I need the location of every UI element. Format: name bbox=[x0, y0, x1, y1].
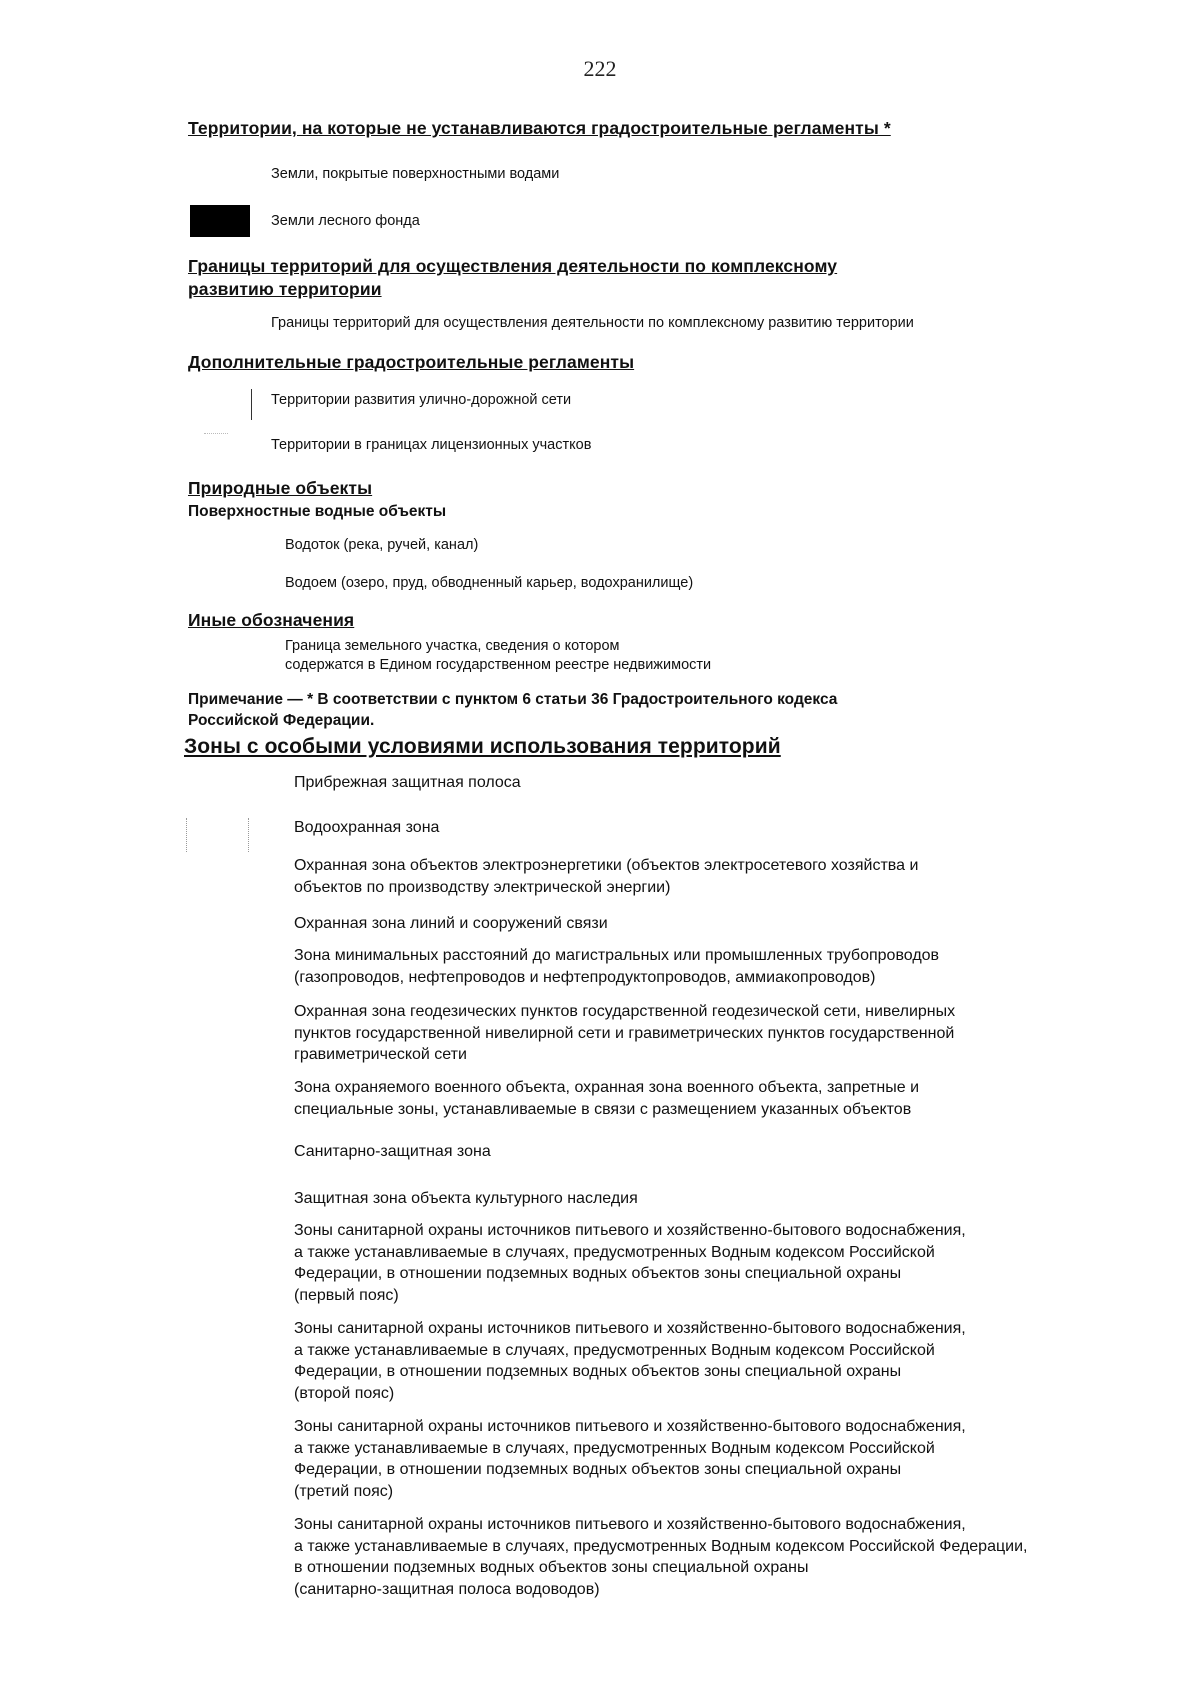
zone-item-11-line-2: а также устанавливаемые в случаях, предусмотренных Водным кодексом Российской bbox=[294, 1341, 935, 1359]
zone-item-10-line-3: Федерации, в отношении подземных водных объектов зоны специальной охраны bbox=[294, 1265, 902, 1282]
zone-item-12-line-4: (третий пояс) bbox=[294, 1482, 394, 1500]
heading-complex-development-2: развитию территории bbox=[188, 279, 382, 299]
zone-item-3-line-2: объектов по производству электрической энергии) bbox=[294, 878, 671, 896]
zone-item-7-line-1: Зона охраняемого военного объекта, охранная зона военного объекта, запретные и bbox=[294, 1079, 920, 1096]
zone-item-13-line-2: а также устанавливаемые в случаях, предусмотренных Водным кодексом Российской Федерации, bbox=[294, 1537, 1028, 1555]
note-line-2: Российской Федерации. bbox=[188, 712, 375, 729]
zone-item-12-line-3: Федерации, в отношении подземных водных объектов зоны специальной охраны bbox=[294, 1461, 902, 1478]
zone-item-10-line-2: а также устанавливаемые в случаях, предусмотренных Водным кодексом Российской bbox=[294, 1243, 935, 1261]
zone-item-11-line-3: Федерации, в отношении подземных водных объектов зоны специальной охраны bbox=[294, 1363, 902, 1380]
forest-fund-symbol bbox=[190, 205, 250, 237]
legend-item-watercourse: Водоток (река, ручей, канал) bbox=[285, 537, 479, 553]
zone-item-6-line-2: пунктов государственной нивелирной сети и гравиметрических пунктов государственной bbox=[294, 1024, 955, 1042]
zone-item-13-line-4: (санитарно-защитная полоса водоводов) bbox=[294, 1580, 600, 1598]
heading-additional-regulations: Дополнительные градостроительные регламенты bbox=[188, 352, 635, 372]
zone-item-4-line-1: Охранная зона линий и сооружений связи bbox=[294, 915, 608, 932]
zone-item-10-line-4: (первый пояс) bbox=[294, 1286, 399, 1304]
heading-zones: Зоны с особыми условиями использования территорий bbox=[184, 735, 781, 758]
road-network-symbol bbox=[251, 389, 252, 420]
water-protection-zone-symbol bbox=[186, 818, 187, 852]
zone-item-11-line-4: (второй пояс) bbox=[294, 1384, 395, 1402]
legend-item-land-plot-boundary-2: содержатся в Едином государственном реестре недвижимости bbox=[285, 657, 712, 673]
legend-item-forest-fund: Земли лесного фонда bbox=[271, 213, 420, 229]
heading-other: Иные обозначения bbox=[188, 610, 355, 630]
legend-item-land-plot-boundary-1: Граница земельного участка, сведения о котором bbox=[285, 638, 620, 654]
zone-item-12-line-1: Зоны санитарной охраны источников питьевого и хозяйственно-бытового водоснабжения, bbox=[294, 1418, 966, 1435]
license-areas-symbol bbox=[204, 433, 228, 434]
legend-item-license-areas: Территории в границах лицензионных участков bbox=[271, 437, 592, 453]
zone-item-5-line-1: Зона минимальных расстояний до магистральных или промышленных трубопроводов bbox=[294, 947, 940, 964]
note-line-1: Примечание — * В соответствии с пунктом 6 статьи 36 Градостроительного кодекса bbox=[188, 691, 838, 708]
zone-item-5-line-2: (газопроводов, нефтепроводов и нефтепродуктопроводов, аммиакопроводов) bbox=[294, 968, 876, 986]
zone-item-6-line-3: гравиметрической сети bbox=[294, 1046, 467, 1063]
heading-no-regulations: Территории, на которые не устанавливаются градостроительные регламенты * bbox=[188, 118, 891, 138]
legend-item-complex-development: Границы территорий для осуществления деятельности по комплексному развитию территории bbox=[271, 315, 914, 331]
zone-item-2-line-1: Водоохранная зона bbox=[294, 819, 440, 836]
legend-item-surface-water-lands: Земли, покрытые поверхностными водами bbox=[271, 166, 560, 182]
heading-natural-objects: Природные объекты bbox=[188, 478, 373, 498]
zone-item-13-line-3: в отношении подземных водных объектов зоны специальной охраны bbox=[294, 1559, 809, 1576]
subheading-surface-water: Поверхностные водные объекты bbox=[188, 503, 447, 520]
water-protection-zone-symbol-right bbox=[248, 818, 249, 852]
zone-item-13-line-1: Зоны санитарной охраны источников питьевого и хозяйственно-бытового водоснабжения, bbox=[294, 1516, 966, 1533]
zone-item-9-line-1: Защитная зона объекта культурного наследия bbox=[294, 1190, 638, 1207]
zone-item-10-line-1: Зоны санитарной охраны источников питьевого и хозяйственно-бытового водоснабжения, bbox=[294, 1222, 966, 1239]
zone-item-1-line-1: Прибрежная защитная полоса bbox=[294, 774, 521, 791]
zone-item-3-line-1: Охранная зона объектов электроэнергетики (объектов электросетевого хозяйства и bbox=[294, 857, 919, 874]
legend-item-water-body: Водоем (озеро, пруд, обводненный карьер, водохранилище) bbox=[285, 575, 694, 591]
zone-item-8-line-1: Санитарно-защитная зона bbox=[294, 1143, 491, 1160]
heading-complex-development-1: Границы территорий для осуществления деятельности по комплексному bbox=[188, 256, 838, 276]
zone-item-7-line-2: специальные зоны, устанавливаемые в связи с размещением указанных объектов bbox=[294, 1100, 912, 1118]
page-number: 222 bbox=[583, 56, 617, 81]
legend-item-road-network: Территории развития улично-дорожной сети bbox=[271, 392, 572, 408]
zone-item-11-line-1: Зоны санитарной охраны источников питьевого и хозяйственно-бытового водоснабжения, bbox=[294, 1320, 966, 1337]
zone-item-12-line-2: а также устанавливаемые в случаях, предусмотренных Водным кодексом Российской bbox=[294, 1439, 935, 1457]
zone-item-6-line-1: Охранная зона геодезических пунктов государственной геодезической сети, нивелирных bbox=[294, 1003, 956, 1020]
